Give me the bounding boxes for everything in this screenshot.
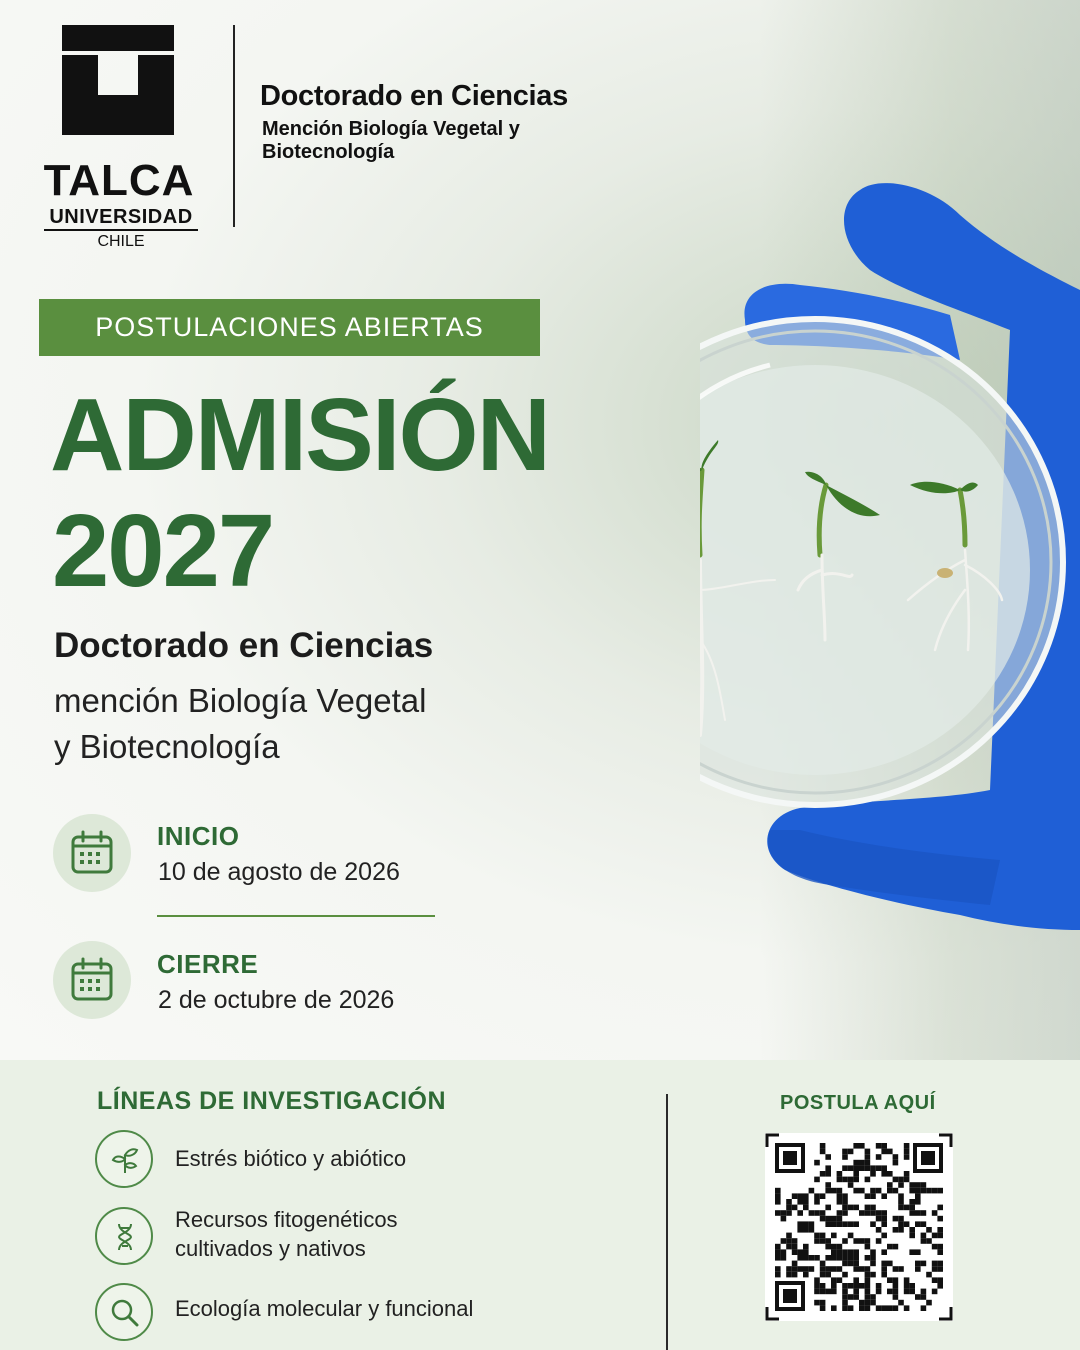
end-date-icon-badge — [53, 941, 131, 1019]
headline-year: 2027 — [52, 493, 274, 608]
program-subtitle-line2: y Biotecnología — [54, 728, 280, 765]
research-item-3: Ecología molecular y funcional — [175, 1296, 474, 1321]
calendar-icon — [71, 957, 113, 1001]
program-subtitle — [54, 678, 514, 770]
research-item-2-line2: cultivados y nativos — [175, 1236, 366, 1261]
petri-dish-photo — [700, 180, 1080, 940]
header-program-mention: Mención Biología Vegetal y Biotecnología — [262, 118, 520, 163]
calendar-icon — [71, 830, 113, 874]
research-item-icon-badge — [95, 1130, 153, 1188]
research-item-2-line1: Recursos fitogenéticos — [175, 1207, 398, 1232]
research-item-icon-badge — [95, 1207, 153, 1265]
header-program-title: Doctorado en Ciencias — [260, 80, 568, 112]
end-date-label: CIERRE — [157, 949, 259, 979]
logo-country: CHILE — [97, 233, 145, 250]
program-title: Doctorado en Ciencias — [54, 626, 434, 665]
start-date-icon-badge — [53, 814, 131, 892]
program-subtitle-line1: mención Biología Vegetal — [54, 682, 427, 719]
research-item-1: Estrés biótico y abiótico — [175, 1146, 407, 1171]
research-item-2 — [175, 1205, 398, 1263]
headline-admission: ADMISIÓN — [50, 377, 549, 492]
open-applications-banner: POSTULACIONES ABIERTAS — [39, 299, 540, 356]
qr-code[interactable] — [765, 1133, 953, 1321]
apply-here-label: POSTULA AQUÍ — [780, 1092, 936, 1114]
bottom-divider — [666, 1094, 668, 1350]
university-logo — [32, 25, 207, 250]
dna-icon — [110, 1222, 140, 1252]
talca-t-logo-icon — [62, 25, 174, 135]
end-date-value: 2 de octubre de 2026 — [158, 986, 395, 1014]
logo-wordmark: TALCA — [43, 156, 195, 205]
start-date-value: 10 de agosto de 2026 — [158, 858, 400, 886]
magnifier-icon — [110, 1298, 140, 1328]
logo-university: UNIVERSIDAD — [44, 205, 198, 231]
start-date-label: INICIO — [157, 821, 240, 851]
research-lines-title: LÍNEAS DE INVESTIGACIÓN — [97, 1087, 447, 1115]
header-divider — [233, 25, 235, 227]
research-item-icon-badge — [95, 1283, 153, 1341]
plant-icon — [110, 1145, 140, 1175]
dates-divider — [157, 915, 435, 917]
